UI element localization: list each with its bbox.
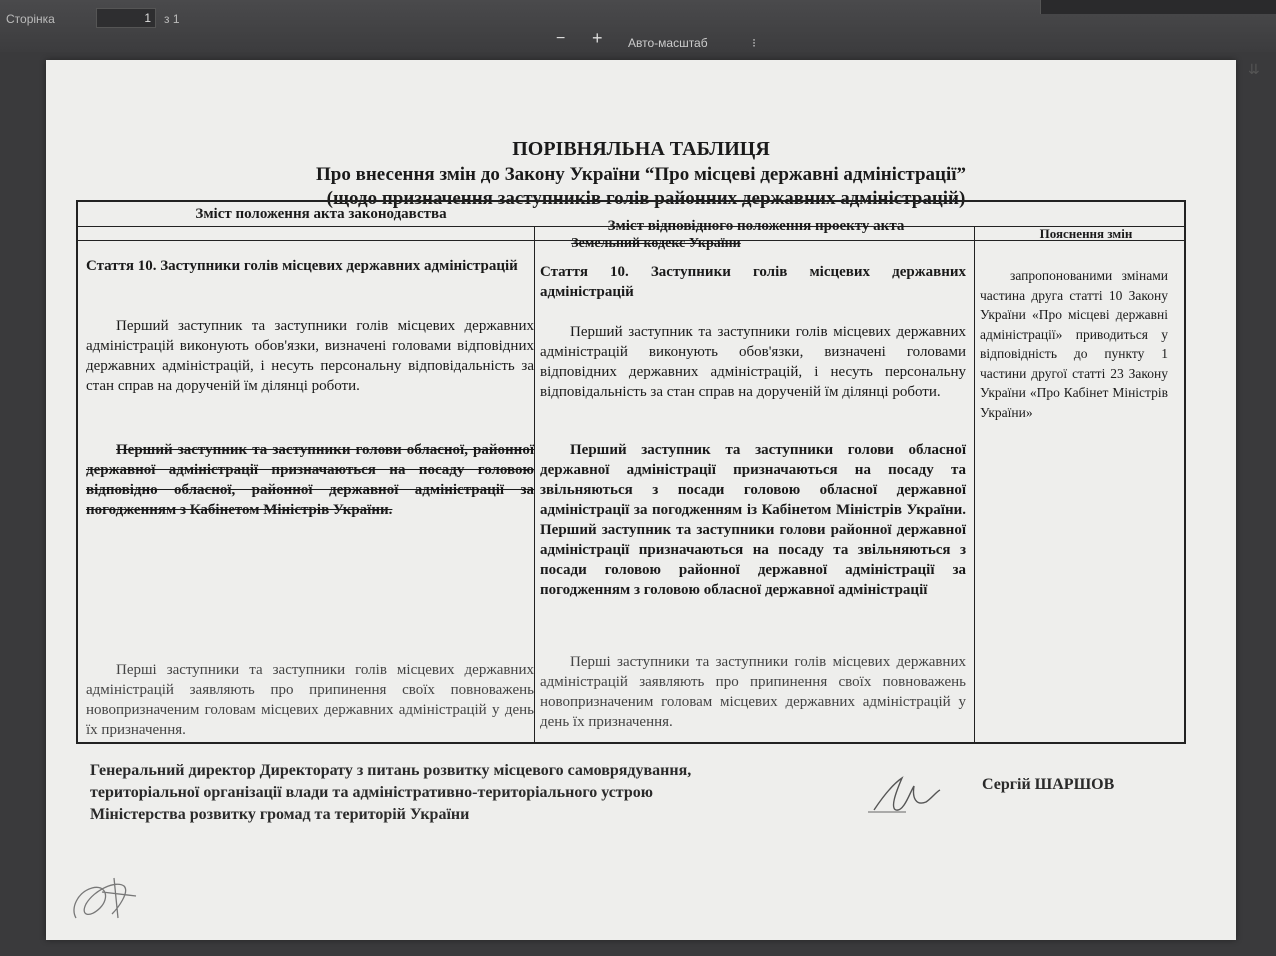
col2-paragraph-2-new: Перший заступник та заступники голови обласної державної адміністрації призначаються на посаду та звільняються з посади головою обласної державної адміністрації за погодженням із Кабінетом Міністрів України. Перший заступник та заступники голови районної державної адміністрації призначаються на посаду та звільняються з посади головою районної державної адміністрації за погодженням з головою обласної державної адміністрації xyxy=(540,442,966,598)
document-title: ПОРІВНЯЛЬНА ТАБЛИЦЯ xyxy=(512,138,770,160)
zoom-out-button[interactable]: − xyxy=(556,30,566,47)
signature-block xyxy=(90,760,691,826)
col1-paragraph-1: Перший заступник та заступники голів місцевих державних адміністрацій виконують обов'язки, визначені головами відповідних державних адміністрацій, і несуть персональну відповідальність за стан справ на дорученій їм ділянці роботи. xyxy=(86,318,534,394)
download-icon[interactable]: ⇊ xyxy=(1248,63,1260,78)
signer-title-line-2: територіальної організації влади та адміністративно-територіального устрою xyxy=(90,784,653,801)
zoom-in-button[interactable]: + xyxy=(592,28,603,48)
col1-article-heading: Стаття 10. Заступники голів місцевих державних адміністрацій xyxy=(86,258,518,274)
col2-paragraph-3: Перші заступники та заступники голів місцевих державних адміністрацій заявляють про припинення своїх повноважень новопризначеним головам місцевих державних адміністрацій у день їх призначення. xyxy=(540,654,966,730)
toolbar-right-panel xyxy=(1040,0,1276,14)
col2-paragraph-1: Перший заступник та заступники голів місцевих державних адміністрацій виконують обов'язки, визначені головами відповідних державних адміністрацій, і несуть персональну відповідальність за стан справ на дорученій їм ділянці роботи. xyxy=(540,324,966,400)
handwritten-signature xyxy=(866,772,946,816)
document-subtitle: Про внесення змін до Закону України “Про місцеві державні адміністрації” xyxy=(315,164,967,185)
table-divider xyxy=(974,226,975,744)
chevron-down-icon: ⁝ xyxy=(752,36,756,50)
signer-title-line-1: Генеральний директор Директорату з питань розвитку місцевого самоврядування, xyxy=(90,762,692,779)
handwritten-initials xyxy=(66,868,156,928)
col2-article-heading: Стаття 10. Заступники голів місцевих державних адміністрацій xyxy=(540,264,966,300)
document-subtitle-2: (щодо призначення заступників голів районних державних адміністрацій) xyxy=(326,188,966,209)
struck-row-label: Земельний кодекс України xyxy=(571,236,741,251)
page-number-input[interactable]: 1 xyxy=(96,8,156,28)
zoom-select-value: Авто-масштаб xyxy=(628,36,708,50)
signer-name: Сергій ШАРШОВ xyxy=(982,776,1115,793)
column-header-current: Зміст положення акта законодавства xyxy=(195,206,447,222)
page-total: з 1 xyxy=(164,12,180,26)
zoom-select[interactable] xyxy=(628,36,758,50)
col1-paragraph-2-deleted: Перший заступник та заступники голови обласної, районної державної адміністрації призначаються на посаду головою відповідно обласної, районної державної адміністрації за погодженням з Кабінетом Міністрів України. xyxy=(86,442,534,518)
col3-explanation: запропонованими змінами частина друга статті 10 Закону України «Про місцеві державні адміністрації» приводиться у відповідність до пункту 1 частини другої статті 23 Закону України «Про Кабінет Міністрів України» xyxy=(980,268,1168,420)
pdf-viewer-toolbar xyxy=(0,0,1276,52)
column-header-explanation: Пояснення змін xyxy=(1039,226,1133,241)
pdf-page xyxy=(46,60,1260,940)
page-label: Сторінка xyxy=(6,12,55,26)
column-header-proposed: Зміст відповідного положення проекту акта xyxy=(607,218,905,234)
col1-paragraph-3: Перші заступники та заступники голів місцевих державних адміністрацій заявляють про припинення своїх повноважень новопризначеним головам місцевих державних адміністрацій у день їх призначення. xyxy=(86,662,534,738)
table-divider xyxy=(534,226,535,744)
signer-title-line-3: Міністерства розвитку громад та територій України xyxy=(90,806,470,823)
